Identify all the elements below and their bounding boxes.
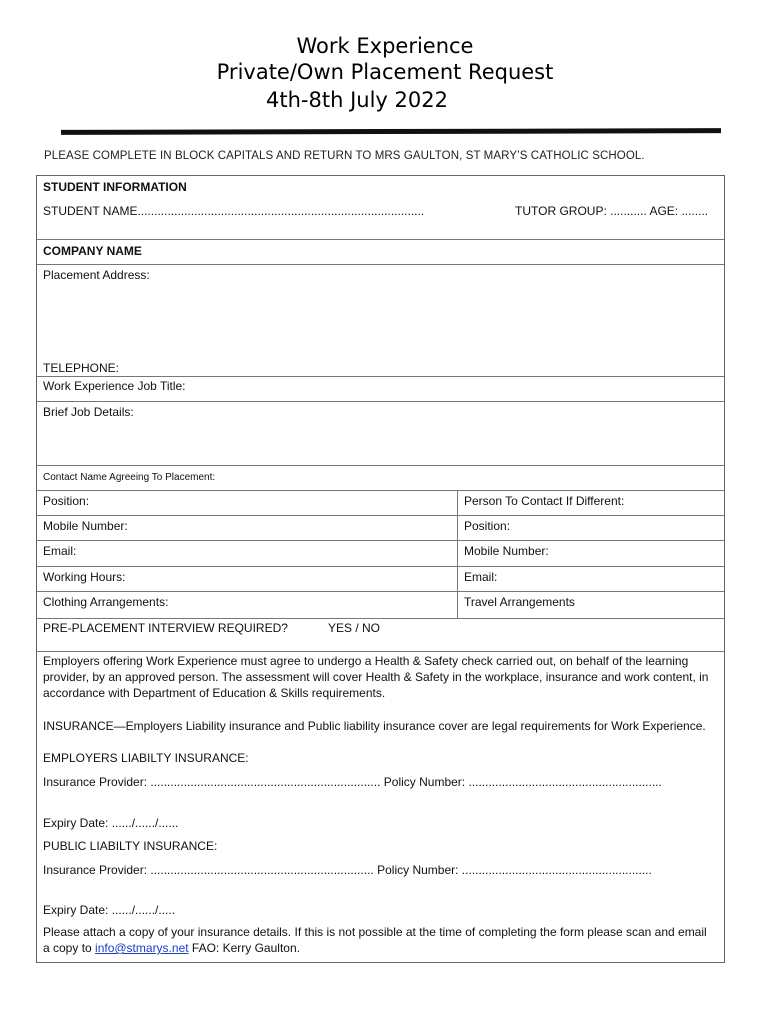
alt-email-field[interactable]: Email: (464, 570, 498, 584)
alt-position-field[interactable]: Position: (464, 519, 511, 533)
tutor-group-age-field[interactable]: TUTOR GROUP: ........... AGE: ........ (515, 204, 709, 218)
company-name-label: COMPANY NAME (43, 244, 142, 258)
attach-insurance-note (43, 924, 713, 956)
student-info-heading: STUDENT INFORMATION (43, 180, 187, 194)
grid-row-4 (37, 567, 724, 592)
public-liability-heading: PUBLIC LIABILTY INSURANCE: (43, 839, 218, 853)
employers-provider-field[interactable]: Insurance Provider: ..................................................................... Policy Number: .......................................................... (43, 775, 662, 789)
student-name-field[interactable]: STUDENT NAME...................................................................................... (43, 204, 425, 218)
travel-arrangements-field[interactable]: Travel Arrangements (464, 595, 575, 609)
instructions-text: PLEASE COMPLETE IN BLOCK CAPITALS AND RETURN TO MRS GAULTON, ST MARY’S CATHOLIC SCHOOL. (44, 150, 645, 162)
working-hours-field[interactable]: Working Hours: (37, 567, 458, 591)
grid-row-2 (37, 516, 724, 541)
job-details-label: Brief Job Details: (43, 405, 134, 419)
placement-address-row[interactable] (37, 265, 724, 377)
interview-row (37, 619, 724, 652)
clothing-arrangements-field[interactable]: Clothing Arrangements: (37, 592, 458, 618)
title-divider (61, 128, 721, 135)
public-provider-field[interactable]: Insurance Provider: ................................................................... Policy Number: ......................................................... (43, 863, 652, 877)
contact-email-link[interactable]: info@stmarys.net (95, 941, 189, 955)
position-field[interactable]: Position: (37, 491, 458, 515)
employers-expiry-field[interactable]: Expiry Date: ....../....../...... (43, 816, 179, 830)
employers-liability-heading: EMPLOYERS LIABILTY INSURANCE: (43, 751, 249, 765)
interview-question: PRE-PLACEMENT INTERVIEW REQUIRED? (43, 621, 288, 635)
company-name-row[interactable] (37, 240, 724, 265)
contact-name-label: Contact Name Agreeing To Placement: (43, 472, 216, 483)
alt-mobile-field[interactable]: Mobile Number: (464, 544, 549, 558)
form-title-line1: Work Experience (296, 34, 474, 58)
student-info-section (37, 176, 724, 240)
attach-fao-text: FAO: Kerry Gaulton. (188, 941, 300, 955)
placement-form-table (36, 175, 725, 963)
contact-name-row[interactable] (37, 466, 724, 491)
interview-yes-no[interactable]: YES / NO (328, 621, 381, 635)
insurance-section (37, 652, 724, 964)
grid-row-1 (37, 491, 724, 516)
email-field[interactable]: Email: (37, 541, 458, 566)
health-safety-paragraph: Employers offering Work Experience must agree to undergo a Health & Safety check carried out, on behalf of the learning provider, by an approved person. The assessment will cover Health & Safety in the workplace, insurance and work content, in accordance with Department of Education & Skills requirements. (43, 654, 709, 700)
telephone-label: TELEPHONE: (43, 361, 120, 375)
placement-address-label: Placement Address: (43, 268, 150, 282)
form-title-line2: Private/Own Placement Request (216, 60, 554, 84)
public-expiry-field[interactable]: Expiry Date: ....../....../..... (43, 903, 176, 917)
form-title-dates: 4th-8th July 2022 (266, 88, 448, 112)
grid-row-3 (37, 541, 724, 567)
job-title-row[interactable] (37, 377, 724, 402)
mobile-number-field[interactable]: Mobile Number: (37, 516, 458, 540)
grid-row-5 (37, 592, 724, 619)
job-details-row[interactable] (37, 402, 724, 466)
job-title-label: Work Experience Job Title: (43, 379, 186, 393)
attach-insurance-text: Please attach a copy of your insurance details. If this is not possible at the time of completing the form please scan and email a copy to (43, 925, 707, 955)
alt-contact-field[interactable]: Person To Contact If Different: (464, 494, 625, 508)
insurance-intro: INSURANCE—Employers Liability insurance and Public liability insurance cover are legal requirements for Work Experience. (43, 719, 706, 733)
